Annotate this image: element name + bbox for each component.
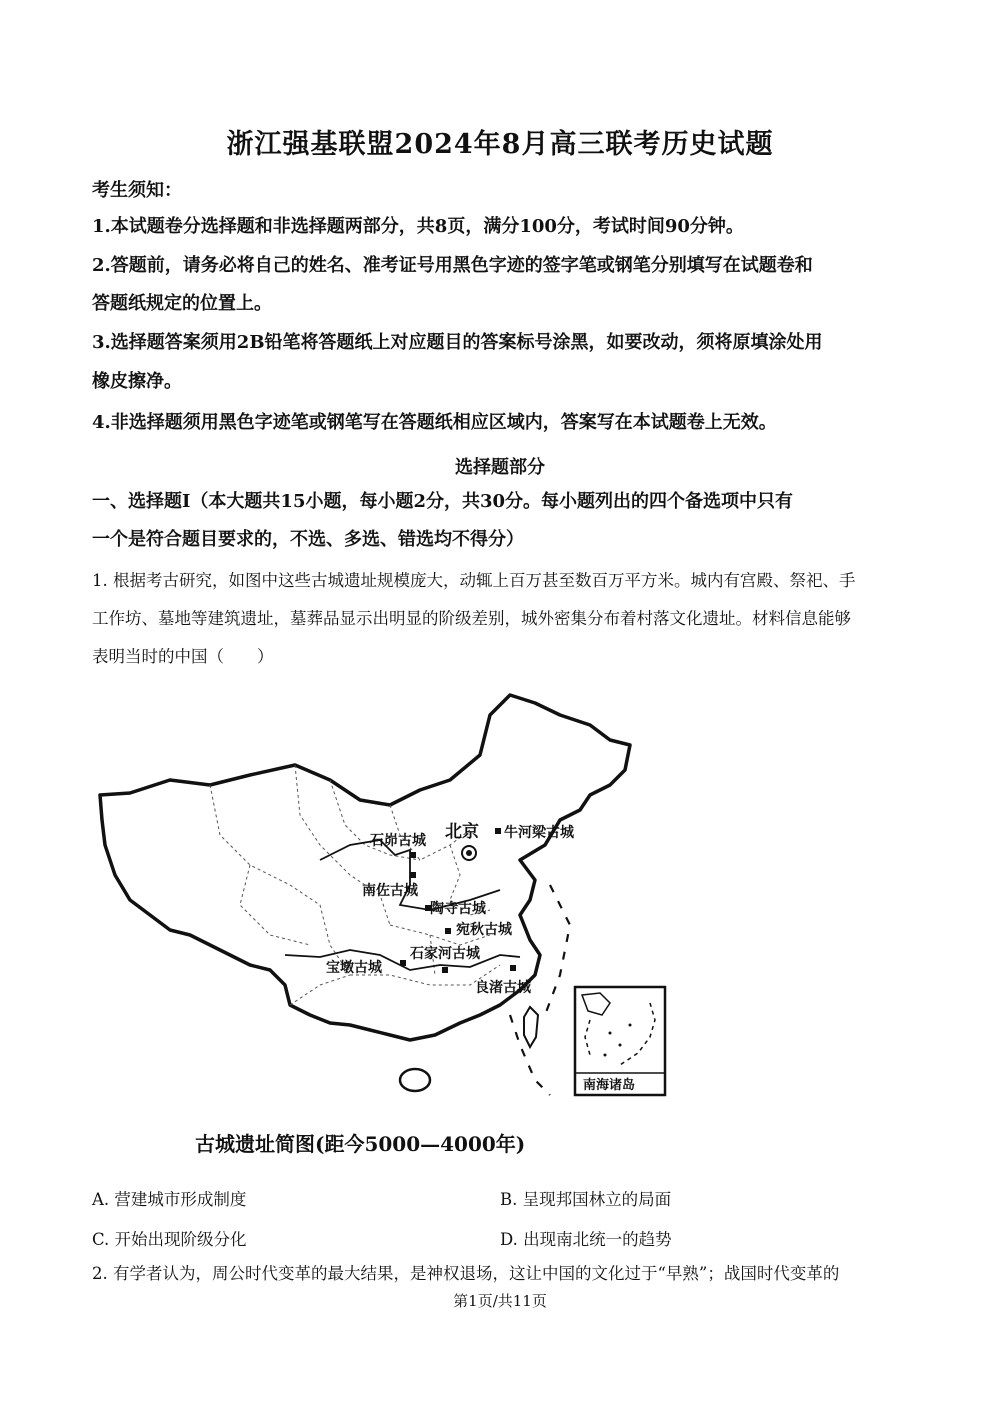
shimao-label: 石峁古城 — [370, 833, 426, 849]
notice-item-4: 4.非选择题须用黑色字迹笔或钢笔写在答题纸相应区域内，答案写在本试题卷上无效。 — [92, 412, 777, 433]
option-d[interactable]: D. 出现南北统一的趋势 — [500, 1230, 672, 1249]
baodun-label: 宝墩古城 — [326, 960, 382, 976]
beijing-marker-center — [466, 850, 472, 856]
notice-item-2-line-2: 答题纸规定的位置上。 — [92, 293, 272, 314]
question-1-line-3: 表明当时的中国（ ） — [92, 647, 274, 666]
ancient-city-map — [90, 685, 680, 1125]
niuheliang-marker — [495, 828, 501, 834]
hainan-island — [400, 1069, 430, 1091]
nanzuo-label: 南佐古城 — [362, 883, 418, 899]
notice-item-3-line-2: 橡皮擦净。 — [92, 371, 182, 392]
question-2-line-1: 2. 有学者认为，周公时代变革的最大结果，是神权退场，这让中国的文化过于“早熟”；战国时代变革的 — [92, 1264, 840, 1283]
notice-heading: 考生须知： — [92, 180, 182, 201]
beijing-label: 北京 — [445, 822, 479, 842]
map-caption: 古城遗址简图(距今5000—4000年) — [195, 1132, 526, 1156]
option-c[interactable]: C. 开始出现阶级分化 — [92, 1230, 247, 1249]
notice-item-2-line-1: 2.答题前，请务必将自己的姓名、准考证号用黑色字迹的签字笔或钢笔分别填写在试题卷和 — [92, 255, 813, 276]
part1-instructions-line-1: 一、选择题Ⅰ（本大题共15小题，每小题2分，共30分。每小题列出的四个备选项中只有 — [92, 491, 794, 512]
liangzhu-marker — [510, 965, 516, 971]
section-heading: 选择题部分 — [455, 457, 545, 478]
shijiahe-marker — [442, 967, 448, 973]
inset-label: 南海诸岛 — [583, 1078, 636, 1093]
shijiahe-label: 石家河古城 — [410, 946, 480, 962]
shimao-marker — [410, 852, 416, 858]
question-1-line-2: 工作坊、墓地等建筑遗址，墓葬品显示出明显的阶级差别，城外密集分布着村落文化遗址。材料信息能够 — [92, 609, 851, 628]
baodun-marker — [400, 960, 406, 966]
wanqiu-marker — [445, 928, 451, 934]
notice-item-1: 1.本试题卷分选择题和非选择题两部分，共8页，满分100分，考试时间90分钟。 — [92, 216, 744, 237]
option-a[interactable]: A. 营建城市形成制度 — [92, 1190, 247, 1209]
page-title: 浙江强基联盟2024年8月高三联考历史试题 — [226, 129, 774, 160]
niuheliang-label: 牛河梁古城 — [504, 825, 574, 841]
wanqiu-label: 宛秋古城 — [456, 922, 512, 938]
notice-item-3-line-1: 3.选择题答案须用2B铅笔将答题纸上对应题目的答案标号涂黑，如要改动，须将原填涂处用 — [92, 332, 823, 353]
part1-instructions-line-2: 一个是符合题目要求的，不选、多选、错选均不得分） — [92, 529, 524, 550]
option-b[interactable]: B. 呈现邦国林立的局面 — [500, 1190, 672, 1209]
taiwan-island — [524, 1007, 538, 1047]
liangzhu-label: 良渚古城 — [475, 980, 531, 996]
china-outline — [100, 695, 630, 1040]
page-footer: 第1页/共11页 — [453, 1292, 547, 1310]
question-1-line-1: 1. 根据考古研究，如图中这些古城遗址规模庞大，动辄上百万甚至数百万平方米。城内有宫殿、祭祀、手 — [92, 571, 856, 590]
nanzuo-marker — [410, 872, 416, 878]
taosi-label: 陶寺古城 — [430, 901, 486, 917]
